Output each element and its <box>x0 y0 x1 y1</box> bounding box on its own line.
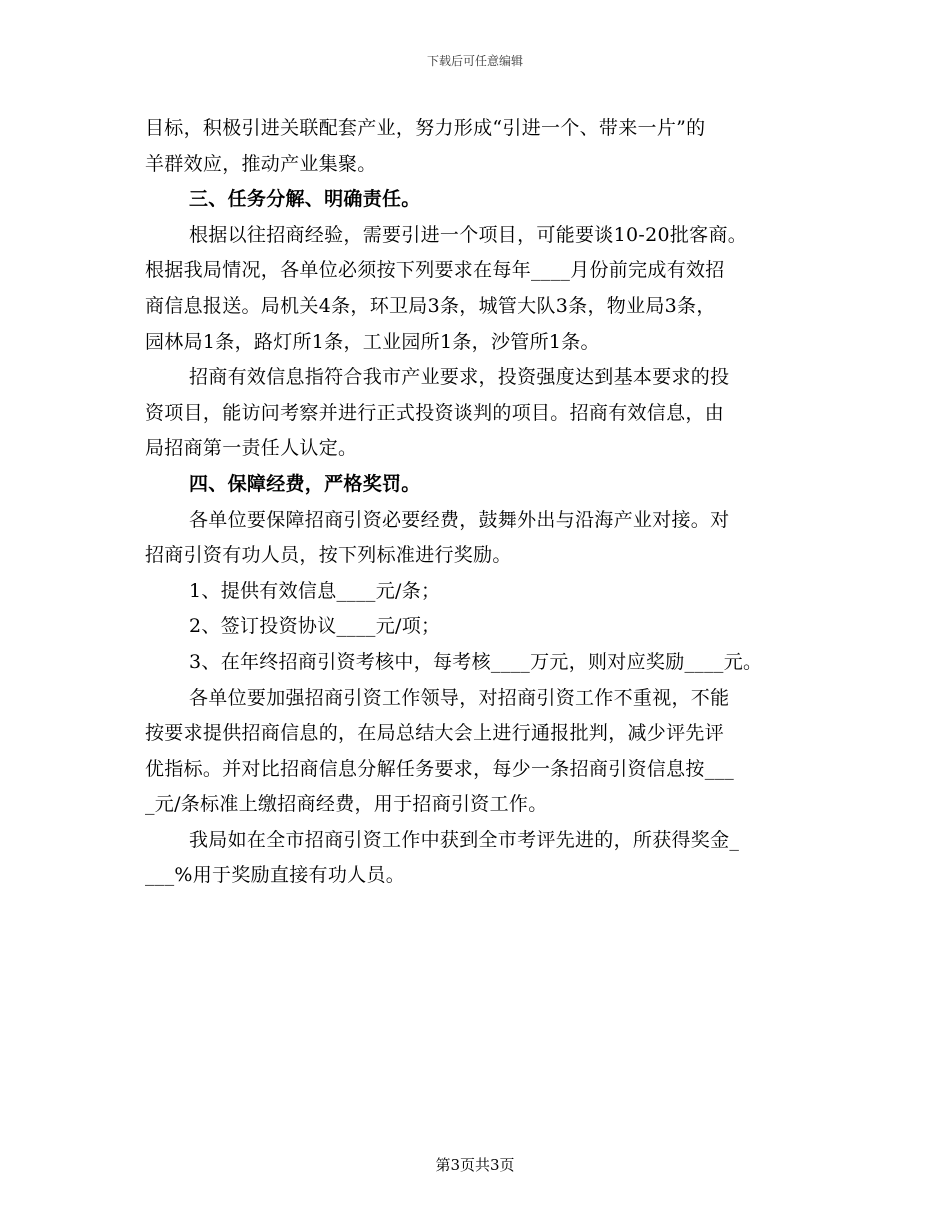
list-item-1: 1、提供有效信息____元/条； <box>189 579 441 602</box>
paragraph-line: 根据我局情况，各单位必须按下列要求在每年____月份前完成有效招 <box>145 259 725 282</box>
paragraph-line: 资项目，能访问考察并进行正式投资谈判的项目。招商有效信息，由 <box>145 401 725 424</box>
paragraph-line: 局招商第一责任人认定。 <box>145 437 358 460</box>
section-heading-3: 三、任务分解、明确责任。 <box>189 188 421 211</box>
list-item-3: 3、在年终招商引资考核中，每考核____万元，则对应奖励____元。 <box>189 650 763 673</box>
paragraph-line: 商信息报送。局机关4条，环卫局3条，城管大队3条，物业局3条， <box>145 294 716 317</box>
page-footer: 第3页共3页 <box>435 1156 515 1174</box>
section-heading-4: 四、保障经费，严格奖罚。 <box>189 472 421 495</box>
list-item-2: 2、签订投资协议____元/项； <box>189 615 441 638</box>
paragraph-line: 目标，积极引进关联配套产业，努力形成“引进一个、带来一片”的 <box>145 117 706 139</box>
document-body <box>145 111 825 894</box>
paragraph-line: 园林局1条，路灯所1条，工业园所1条，沙管所1条。 <box>145 330 600 353</box>
paragraph-line: 根据以往招商经验，需要引进一个项目，可能要谈10-20批客商。 <box>189 223 748 246</box>
paragraph-line: ___%用于奖励直接有功人员。 <box>145 864 406 887</box>
paragraph-line: 优指标。并对比招商信息分解任务要求，每少一条招商引资信息按___ <box>145 757 735 780</box>
paragraph-line: _元/条标准上缴招商经费，用于招商引资工作。 <box>145 793 548 816</box>
paragraph-line: 各单位要保障招商引资必要经费，鼓舞外出与沿海产业对接。对 <box>189 508 730 531</box>
paragraph-line: 按要求提供招商信息的，在局总结大会上进行通报批判，减少评先评 <box>145 722 725 745</box>
page-header: 下载后可任意编辑 <box>426 54 523 68</box>
paragraph-line: 羊群效应，推动产业集聚。 <box>145 152 377 175</box>
paragraph-line: 招商引资有功人员，按下列标准进行奖励。 <box>145 544 512 567</box>
paragraph-line: 各单位要加强招商引资工作领导，对招商引资工作不重视，不能 <box>189 686 730 709</box>
paragraph-line: 招商有效信息指符合我市产业要求，投资强度达到基本要求的投 <box>189 366 730 389</box>
paragraph-line: 我局如在全市招商引资工作中获到全市考评先进的，所获得奖金_ <box>189 828 740 851</box>
